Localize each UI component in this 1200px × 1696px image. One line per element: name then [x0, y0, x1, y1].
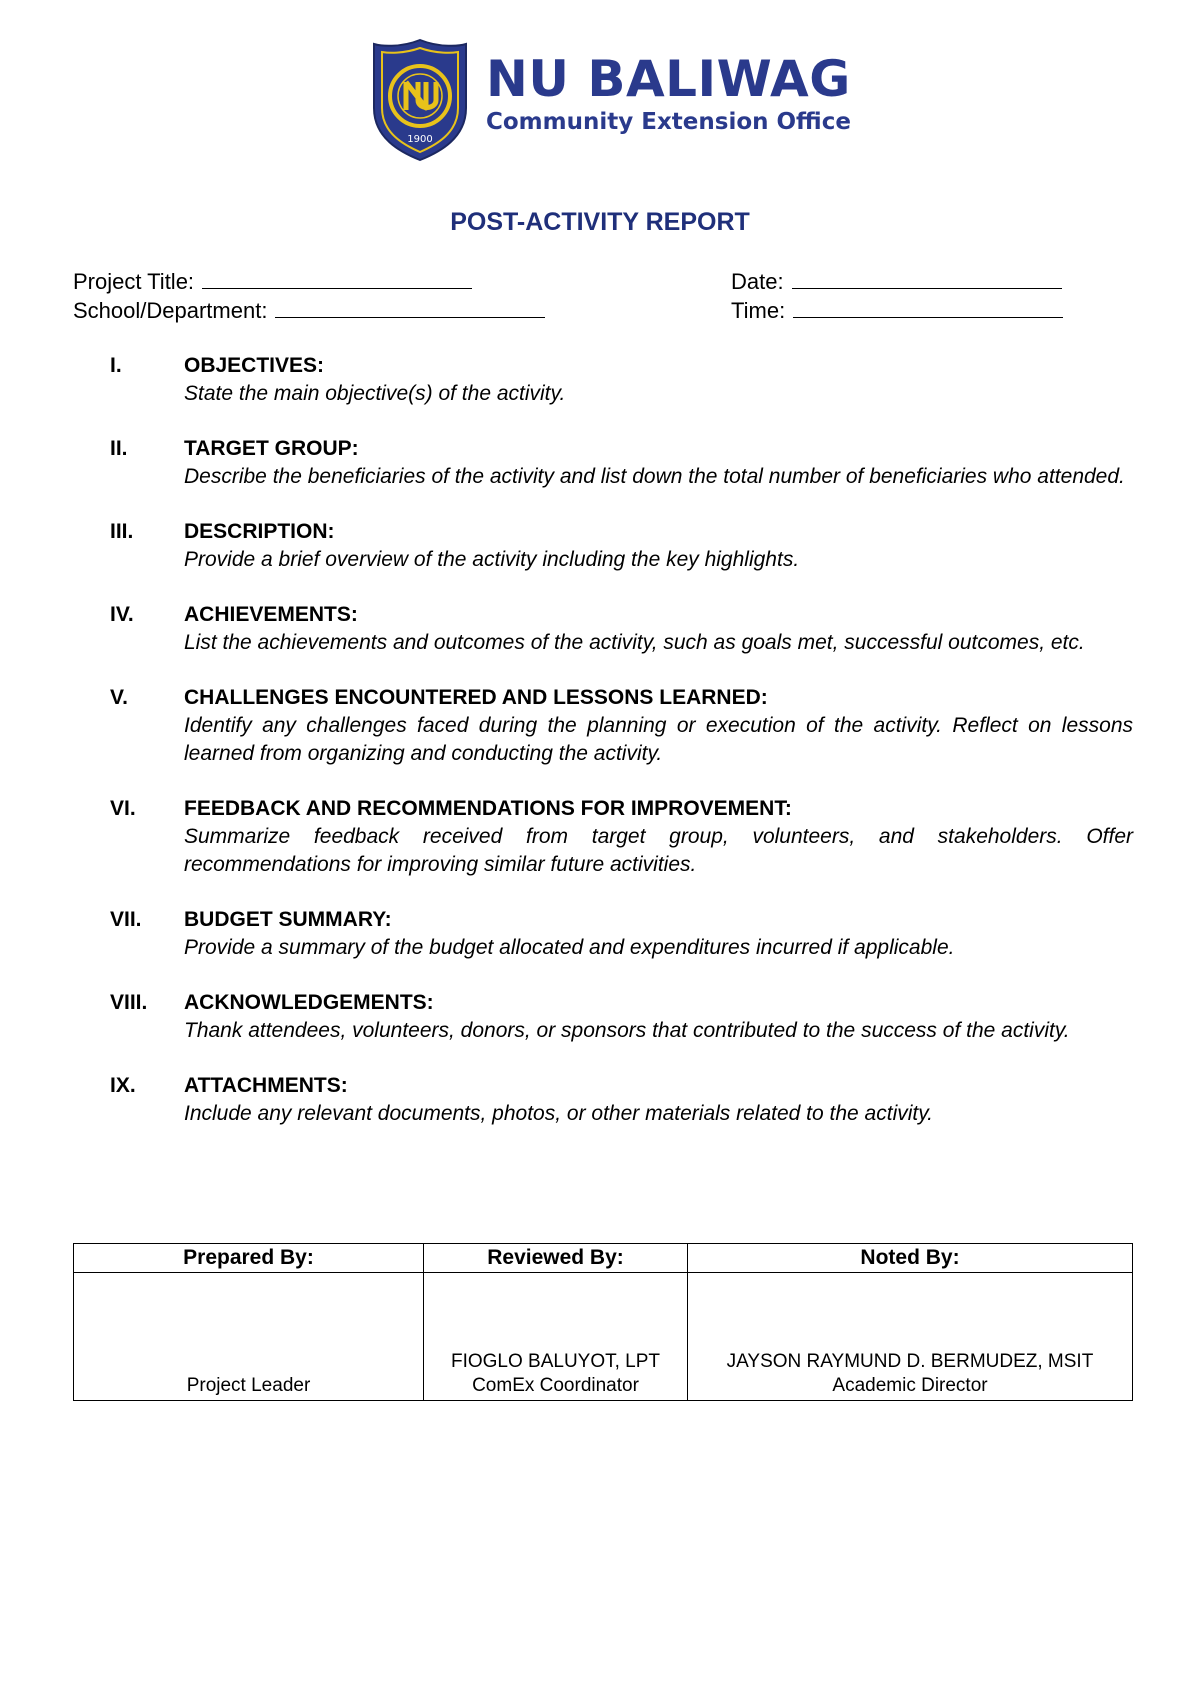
project-title-field — [73, 267, 472, 297]
page-title: POST-ACTIVITY REPORT — [450, 208, 750, 236]
date-field — [731, 267, 1062, 297]
section-instructions: Identify any challenges faced during the planning or execution of the activity. Reflect on lessons learned from organizing and conducting the activity. — [184, 714, 1133, 765]
section-instructions: Summarize feedback received from target group, volunteers, and stakeholders. Offer recommendations for improving similar future activities. — [184, 825, 1133, 876]
section-instructions: Include any relevant documents, photos, or other materials related to the activity. — [184, 1102, 934, 1125]
reviewed-by-name: FIOGLO BALUYOT, LPT — [450, 1351, 661, 1372]
section-heading: OBJECTIVES: — [184, 354, 325, 377]
noted-by-header: Noted By: — [688, 1244, 1133, 1273]
date-blank[interactable] — [792, 268, 1062, 289]
noted-by-role: Academic Director — [832, 1375, 988, 1396]
section-instructions: List the achievements and outcomes of the activity, such as goals met, successful outcomes, etc. — [184, 631, 1085, 654]
school-department-label: School/Department: — [73, 298, 268, 323]
school-department-field — [73, 296, 545, 326]
section-number: IX. — [110, 1074, 136, 1097]
noted-by-name: JAYSON RAYMUND D. BERMUDEZ, MSIT — [726, 1351, 1094, 1372]
section-instructions: Thank attendees, volunteers, donors, or sponsors that contributed to the success of the activity. — [184, 1019, 1070, 1042]
time-blank[interactable] — [793, 297, 1063, 318]
section-number: VI. — [110, 797, 136, 820]
reviewed-by-header: Reviewed By: — [424, 1244, 688, 1273]
section-budget-summary — [110, 906, 1133, 962]
section-number: III. — [110, 520, 134, 543]
school-department-blank[interactable] — [275, 297, 545, 318]
section-number: VII. — [110, 908, 142, 931]
prepared-by-role: Project Leader — [186, 1375, 311, 1396]
time-field — [731, 296, 1063, 326]
section-heading: FEEDBACK AND RECOMMENDATIONS FOR IMPROVEMENT: — [184, 797, 792, 820]
signature-header-row — [74, 1244, 1133, 1273]
nu-seal-logo — [370, 38, 470, 162]
section-feedback — [110, 795, 1133, 879]
section-description — [110, 518, 1133, 574]
section-target-group — [110, 435, 1133, 491]
section-number: VIII. — [110, 991, 148, 1014]
seal-year: 1900 — [407, 134, 433, 145]
section-attachments — [110, 1072, 1133, 1128]
reviewed-by-cell[interactable] — [424, 1273, 688, 1401]
report-sections — [110, 352, 1133, 1155]
section-heading: ATTACHMENTS: — [184, 1074, 348, 1097]
project-title-label: Project Title: — [73, 269, 195, 294]
time-label: Time: — [731, 298, 786, 323]
section-instructions: Provide a brief overview of the activity including the key highlights. — [184, 548, 800, 571]
section-heading: ACHIEVEMENTS: — [184, 603, 358, 626]
section-heading: DESCRIPTION: — [184, 520, 335, 543]
section-heading: TARGET GROUP: — [184, 437, 359, 460]
section-heading: BUDGET SUMMARY: — [184, 908, 392, 931]
brand-block — [486, 52, 851, 136]
section-instructions: Describe the beneficiaries of the activity and list down the total number of beneficiaries who attended. — [184, 465, 1125, 488]
brand-name: NU BALIWAG — [486, 50, 851, 108]
section-objectives — [110, 352, 1133, 408]
section-heading: ACKNOWLEDGEMENTS: — [184, 991, 434, 1014]
section-acknowledgements — [110, 989, 1133, 1045]
section-challenges — [110, 684, 1133, 768]
section-number: II. — [110, 437, 128, 460]
prepared-by-header: Prepared By: — [74, 1244, 424, 1273]
signature-table — [73, 1243, 1133, 1401]
section-instructions: State the main objective(s) of the activity. — [184, 382, 566, 405]
date-label: Date: — [731, 269, 784, 294]
brand-subtitle: Community Extension Office — [486, 109, 851, 135]
section-number: V. — [110, 686, 128, 709]
section-instructions: Provide a summary of the budget allocated and expenditures incurred if applicable. — [184, 936, 955, 959]
header-logo — [370, 38, 870, 168]
section-number: IV. — [110, 603, 134, 626]
section-achievements — [110, 601, 1133, 657]
signature-row — [74, 1273, 1133, 1401]
prepared-by-cell[interactable] — [74, 1273, 424, 1401]
noted-by-cell[interactable] — [688, 1273, 1133, 1401]
project-title-blank[interactable] — [202, 268, 472, 289]
section-heading: CHALLENGES ENCOUNTERED AND LESSONS LEARNED: — [184, 686, 768, 709]
section-number: I. — [110, 354, 122, 377]
reviewed-by-role: ComEx Coordinator — [472, 1375, 639, 1396]
